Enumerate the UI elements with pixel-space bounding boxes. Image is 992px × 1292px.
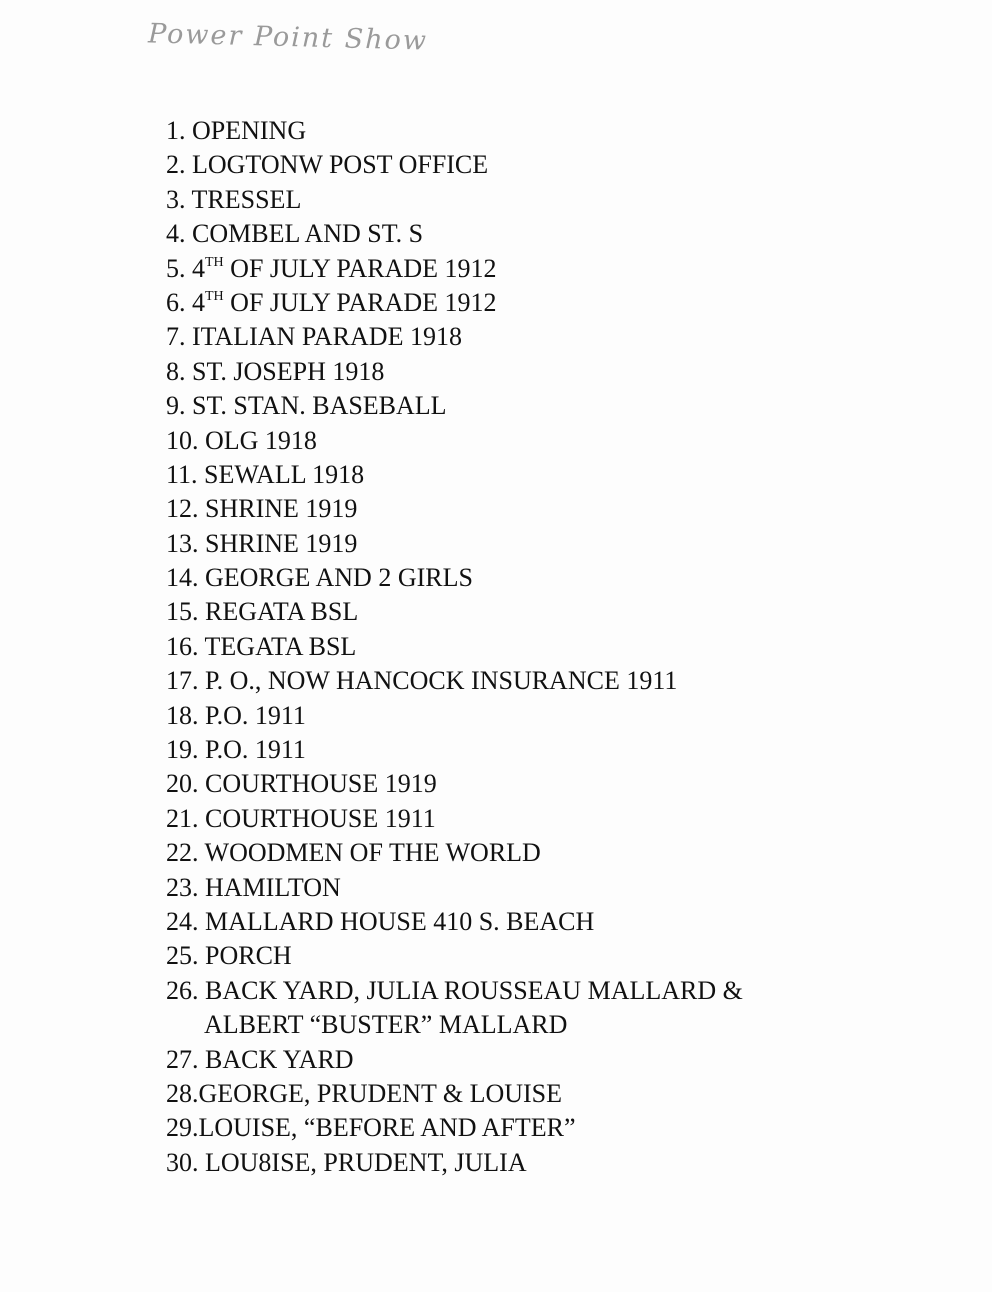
item-number: 3. [166,184,186,214]
item-number: 19. [166,735,199,765]
list-item [166,939,886,973]
item-text: BACK YARD [205,1044,354,1074]
item-ordinal-number: 4 [192,287,205,317]
item-text: TEGATA BSL [204,631,357,661]
item-text: SHRINE 1919 [205,528,358,558]
item-text-continuation: ALBERT “BUSTER” MALLARD [204,1010,568,1040]
item-text: ST. JOSEPH 1918 [192,356,385,386]
list-item [166,974,886,1043]
list-item [166,492,886,526]
item-text: COMBEL AND ST. S [192,219,424,249]
item-text: OF JULY PARADE 1912 [223,287,497,317]
item-text: OLG 1918 [205,425,317,455]
list-item [166,458,886,492]
item-number: 9. [166,391,186,421]
item-text: ST. STAN. BASEBALL [192,391,447,421]
list-item [166,217,886,251]
item-number: 20. [166,769,199,799]
item-text: TRESSEL [191,184,302,214]
handwritten-title: Power Point Show [147,18,429,57]
item-ordinal-number: 4 [192,253,205,283]
item-number: 21. [166,803,199,833]
list-item [166,664,886,698]
item-text: P.O. 1911 [205,700,306,730]
item-number: 16. [166,631,199,661]
item-number: 17. [166,666,199,696]
item-text: OPENING [192,116,307,145]
item-text: MALLARD HOUSE 410 S. BEACH [205,906,595,936]
item-number: 15. [166,597,199,627]
item-text: GEORGE AND 2 GIRLS [205,563,473,593]
item-number: 4. [166,219,186,249]
item-number: 30. [166,1147,199,1177]
list-item [166,699,886,733]
item-text: LOU8ISE, PRUDENT, JULIA [205,1147,527,1177]
item-ordinal-suffix: TH [205,254,224,270]
list-item [166,1043,886,1077]
list-item [166,561,886,595]
list-item [166,1077,886,1111]
item-number: 14. [166,563,199,593]
list-item [166,1146,886,1180]
item-number: 12. [166,494,199,524]
list-item [166,355,886,389]
slide-list [166,114,886,1180]
list-item [166,595,886,629]
item-number: 10. [166,425,199,455]
item-text: OF JULY PARADE 1912 [223,253,497,283]
item-text: REGATA BSL [205,597,359,627]
list-item [166,767,886,801]
item-text: SHRINE 1919 [205,494,358,524]
item-number: 13. [166,528,199,558]
item-number: 25. [166,941,199,971]
item-text: COURTHOUSE 1919 [205,769,437,799]
item-ordinal-suffix: TH [205,288,224,304]
item-text: WOODMEN OF THE WORLD [204,838,541,868]
list-item [166,252,886,286]
list-item [166,114,886,148]
list-item [166,733,886,767]
item-text: PORCH [205,941,292,971]
item-number: 7. [166,322,186,352]
list-item [166,183,886,217]
list-item [166,148,886,182]
list-item [166,320,886,354]
list-item [166,424,886,458]
item-number: 29. [166,1113,199,1143]
item-text: COURTHOUSE 1911 [205,803,436,833]
list-item [166,836,886,870]
item-number: 11. [166,459,198,489]
item-number: 23. [166,872,199,902]
item-number: 2. [166,150,186,180]
item-text: BACK YARD, JULIA ROUSSEAU MALLARD & [205,975,743,1005]
item-text: LOGTONW POST OFFICE [192,150,489,180]
list-item [166,1111,886,1145]
list-item [166,527,886,561]
item-text: HAMILTON [205,872,341,902]
list-item [166,286,886,320]
item-number: 26. [166,975,199,1005]
item-text: P.O. 1911 [205,735,306,765]
item-number: 5. [166,253,186,283]
item-text: LOUISE, “BEFORE AND AFTER” [198,1113,576,1143]
item-number: 8. [166,356,186,386]
item-number: 22. [166,838,199,868]
item-number: 6. [166,287,186,317]
list-item [166,905,886,939]
item-number: 28. [166,1078,199,1108]
list-item [166,871,886,905]
item-text: P. O., NOW HANCOCK INSURANCE 1911 [205,666,678,696]
list-item [166,802,886,836]
item-number: 1. [166,116,186,145]
item-number: 18. [166,700,199,730]
list-item [166,630,886,664]
item-text: GEORGE, PRUDENT & LOUISE [198,1078,563,1108]
item-number: 27. [166,1044,199,1074]
item-number: 24. [166,906,199,936]
list-item [166,389,886,423]
item-text: SEWALL 1918 [204,459,365,489]
item-text: ITALIAN PARADE 1918 [192,322,462,352]
